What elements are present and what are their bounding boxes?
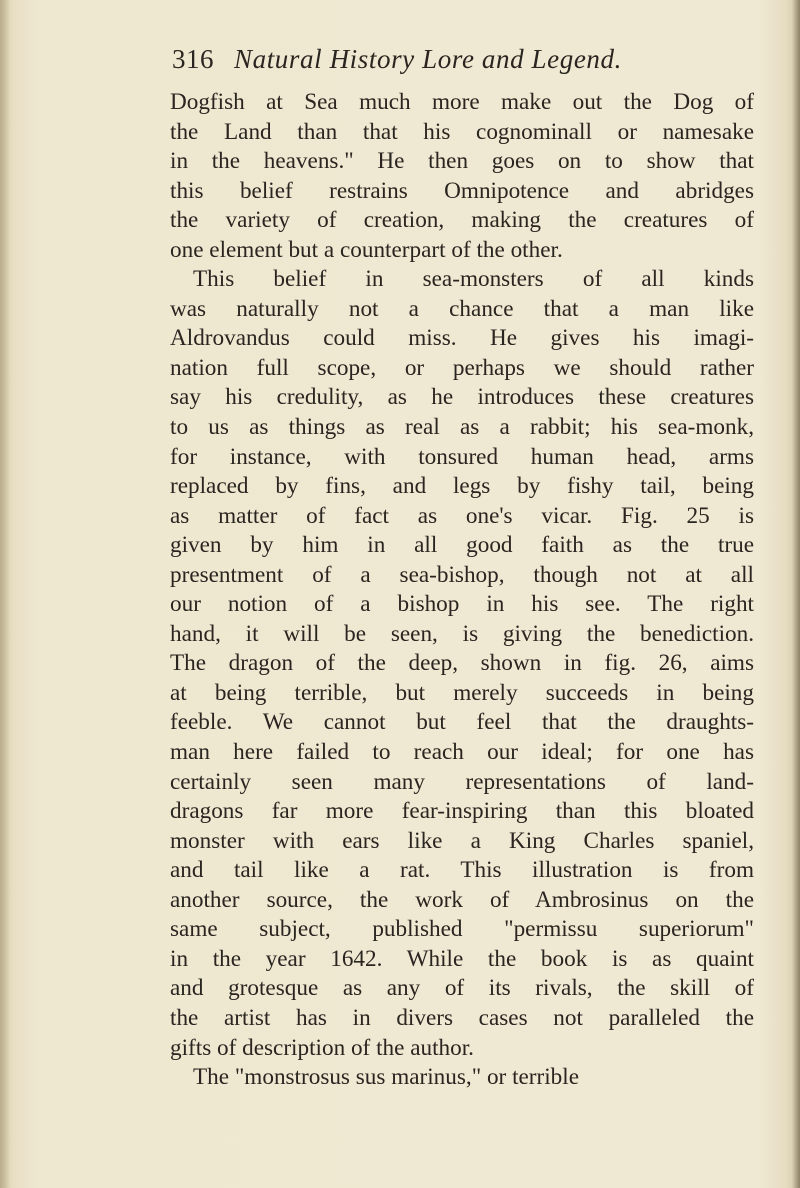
text-line: in the heavens." He then goes on to show that xyxy=(170,148,754,175)
text-line: dragons far more fear-inspiring than this bloated xyxy=(170,798,754,825)
text-line: was naturally not a chance that a man like xyxy=(170,295,754,322)
text-line: given by him in all good faith as the true xyxy=(170,532,754,559)
text-line: Dogfish at Sea much more make out the Dog of xyxy=(170,89,754,115)
text-line: replaced by fins, and legs by fishy tail, being xyxy=(170,473,754,500)
text-line: monster with ears like a King Charles spaniel, xyxy=(170,827,754,854)
page-header xyxy=(172,44,622,84)
text-line: man here failed to reach our ideal; for one has xyxy=(170,739,754,766)
text-line: presentment of a sea-bishop, though not at all xyxy=(170,561,754,588)
text-line: The dragon of the deep, shown in fig. 26, aims xyxy=(170,650,754,677)
running-head: Natural History Lore and Legend. xyxy=(234,44,622,74)
text-line: The "monstrosus sus marinus," or terrible xyxy=(193,1064,580,1091)
text-line: feeble. We cannot but feel that the draughts- xyxy=(170,709,754,736)
text-line: same subject, published "permissu superiorum" xyxy=(170,916,754,943)
text-line: the variety of creation, making the creatures of xyxy=(170,207,754,234)
text-line: at being terrible, but merely succeeds in being xyxy=(170,679,754,706)
text-line: nation full scope, or perhaps we should rather xyxy=(170,354,754,381)
body-text xyxy=(170,88,754,1093)
text-line: our notion of a bishop in his see. The right xyxy=(170,591,754,618)
text-line: and grotesque as any of its rivals, the skill of xyxy=(170,975,754,1002)
text-line: hand, it will be seen, is giving the benediction. xyxy=(170,620,754,647)
text-line: another source, the work of Ambrosinus on the xyxy=(170,886,754,913)
text-line: This belief in sea-monsters of all kinds xyxy=(193,266,754,293)
gutter-shadow xyxy=(0,0,10,1188)
text-line: gifts of description of the author. xyxy=(170,1034,474,1061)
text-line: in the year 1642. While the book is as quaint xyxy=(170,945,754,972)
text-line: certainly seen many representations of land- xyxy=(170,768,754,795)
text-line: for instance, with tonsured human head, arms xyxy=(170,443,754,470)
page-edge xyxy=(792,0,800,1188)
text-line: one element but a counterpart of the other. xyxy=(170,236,563,263)
text-line: and tail like a rat. This illustration is from xyxy=(170,857,754,884)
text-line: this belief restrains Omnipotence and abridges xyxy=(170,177,754,204)
text-line: as matter of fact as one's vicar. Fig. 25 is xyxy=(170,502,754,529)
page-number: 316 xyxy=(172,44,214,74)
text-line: say his credulity, as he introduces these creatures xyxy=(170,384,754,411)
text-line: to us as things as real as a rabbit; his sea-monk, xyxy=(170,414,754,441)
text-line: the artist has in divers cases not paralleled the xyxy=(170,1004,754,1031)
text-line: the Land than that his cognominall or namesake xyxy=(170,118,754,145)
text-line: Aldrovandus could miss. He gives his imagi- xyxy=(170,325,754,352)
